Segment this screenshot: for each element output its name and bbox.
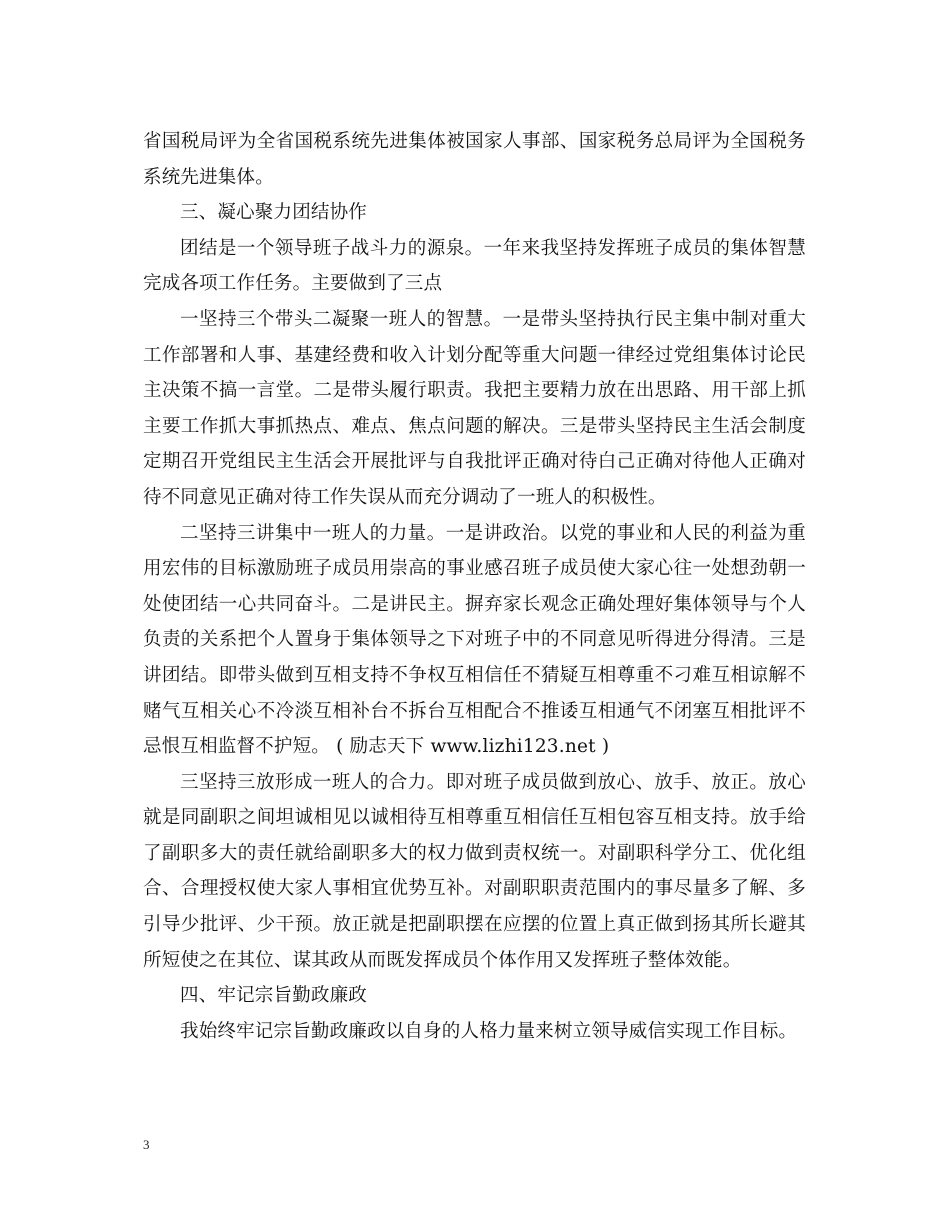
paragraph-unity-intro: 团结是一个领导班子战斗力的源泉。一年来我坚持发挥班子成员的集体智慧完成各项工作任务。主要做到了三点 — [143, 237, 806, 295]
paragraph-integrity: 我始终牢记宗旨勤政廉政以自身的人格力量来树立领导威信实现工作目标。 — [180, 1020, 798, 1042]
paragraph-three-leads: 一坚持三个带头二凝聚一班人的智慧。一是带头坚持执行民主集中制对重大工作部署和人事、基建经费和收入计划分配等重大问题一律经过党组集体讨论民主决策不搞一言堂。二是带头履行职责。我把主要精力放在出思路、用干部上抓主要工作抓大事抓热点、难点、焦点问题的解决。三是带头坚持民主生活会制度定期召开党组民主生活会开展批评与自我批评正确对待白己正确对待他人正确对待不同意见正确对待工作失误从而充分调动了一班人的积极性。 — [143, 308, 806, 508]
section-heading-three: 三、凝心聚力团结协作 — [180, 202, 368, 224]
section-heading-four: 四、牢记宗旨勤政廉政 — [180, 985, 368, 1007]
paragraph-three-talks: 二坚持三讲集中一班人的力量。一是讲政治。以党的事业和人民的利益为重用宏伟的目标激励班子成员用崇高的事业感召班子成员使大家心往一处想劲朝一处使团结一心共同奋斗。二是讲民主。摒弃家长观念正确处理好集体领导与个人负责的关系把个人置身于集体领导之下对班子中的不同意见听得进分得清。三是讲团结。即带头做到互相支持不争权互相信任不猜疑互相尊重不刁难互相谅解不赌气互相关心不冷淡互相补台不拆台互相配合不推诿互相通气不闭塞互相批评不忌恨互相监督不护短。 ( 励志天下 www.lizhi123.net ) — [143, 522, 806, 758]
paragraph-continuation: 省国税局评为全省国税系统先进集体被国家人事部、国家税务总局评为全国税务系统先进集体。 — [143, 131, 806, 188]
page-number: 3 — [143, 1137, 150, 1152]
document-body — [143, 124, 806, 1049]
paragraph-three-lets: 三坚持三放形成一班人的合力。即对班子成员做到放心、放手、放正。放心就是同副职之间坦诚相见以诚相待互相尊重互相信任互相包容互相支持。放手给了副职多大的责任就给副职多大的权力做到责权统一。对副职科学分工、优化组合、合理授权使大家人事相宜优势互补。对副职职责范围内的事尽量多了解、多引导少批评、少干预。放正就是把副职摆在应摆的位置上真正做到扬其所长避其所短使之在其位、谋其政从而既发挥成员个体作用又发挥班子整体效能。 — [143, 771, 806, 971]
